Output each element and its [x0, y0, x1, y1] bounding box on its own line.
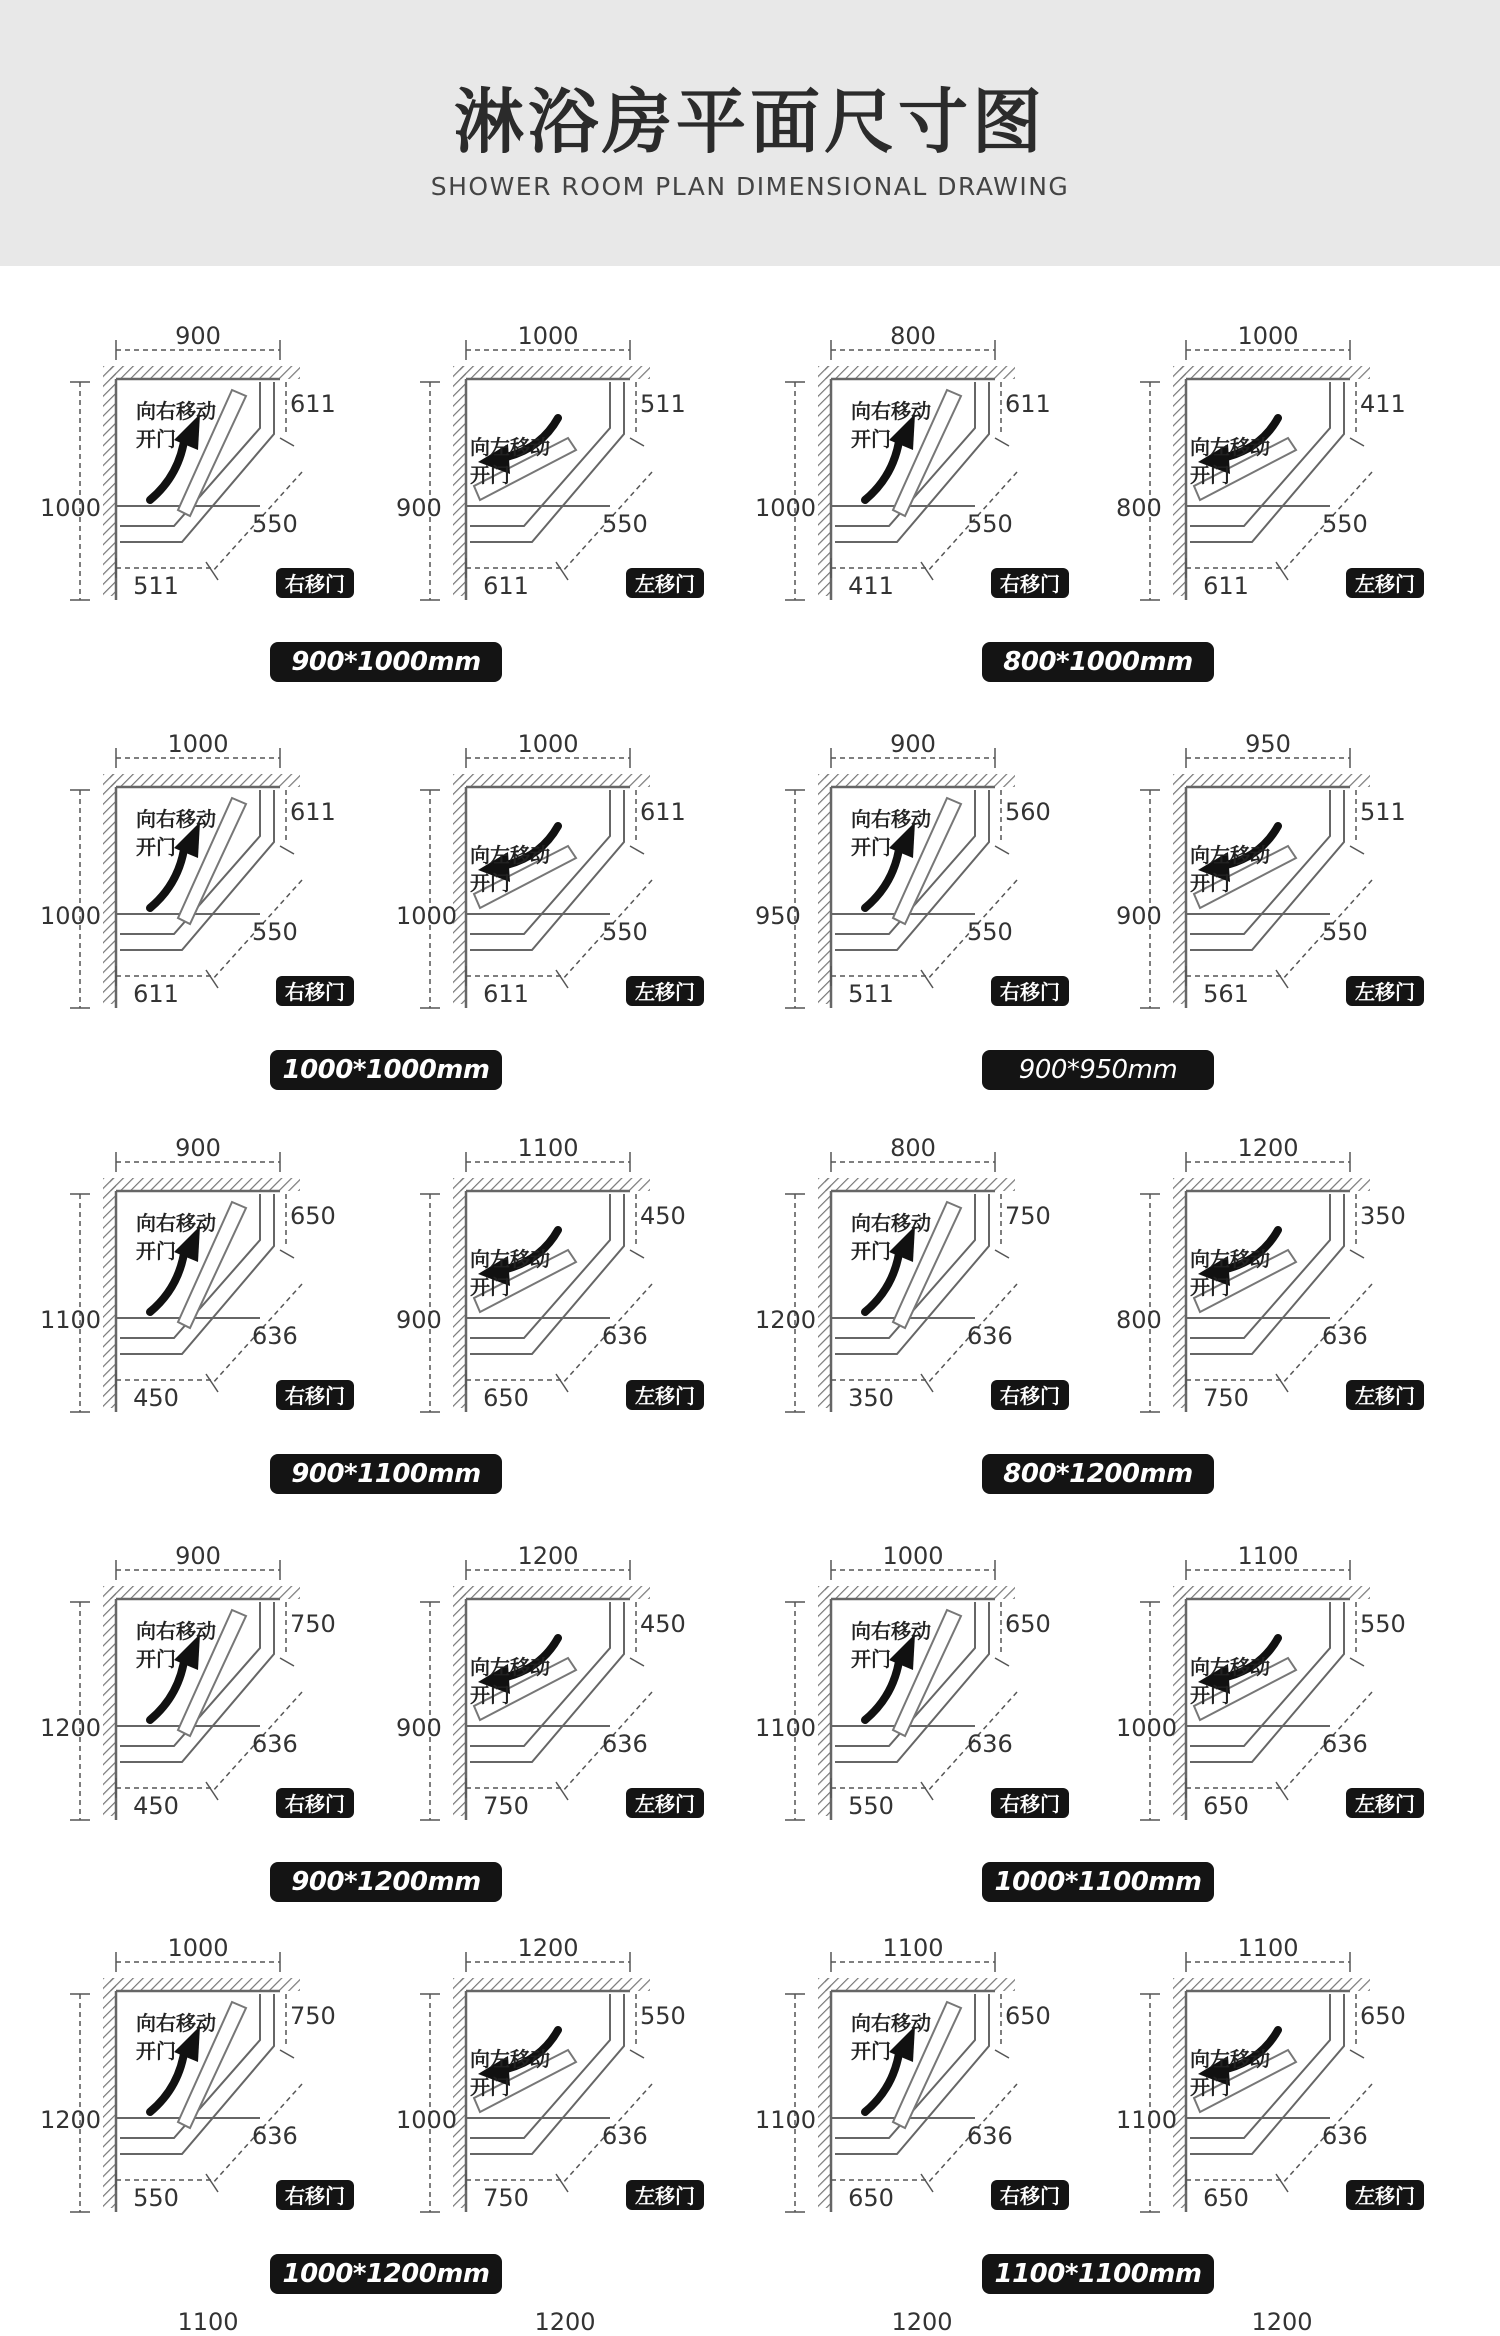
- diagonal-dimension-value: 550: [967, 918, 1013, 946]
- side-dimension-value: 650: [290, 1202, 336, 1230]
- top-dimension-value: 1000: [517, 322, 579, 350]
- left-dimension-value: 1100: [755, 2106, 817, 2134]
- top-dimension-value: 1000: [1237, 322, 1299, 350]
- door-type-badge-label: 左移门: [635, 572, 695, 596]
- diagonal-dimension-value: 636: [602, 1322, 648, 1350]
- left-wall-hatch: [1173, 774, 1186, 1004]
- side-dimension-tick: [630, 2050, 644, 2058]
- bottom-dimension-value: 650: [1203, 1792, 1249, 1820]
- left-wall-hatch: [453, 1978, 466, 2208]
- bottom-dimension-value: 650: [483, 1384, 529, 1412]
- move-direction-label: 向右移动: [136, 399, 216, 423]
- side-dimension-value: 650: [1360, 2002, 1406, 2030]
- left-wall-hatch: [453, 366, 466, 596]
- top-wall-hatch: [825, 1178, 1015, 1191]
- left-dimension-value: 1100: [1116, 2106, 1178, 2134]
- side-dimension-value: 750: [1005, 1202, 1051, 1230]
- side-dimension-tick: [280, 2050, 294, 2058]
- move-direction-label: 向左移动: [1190, 1247, 1270, 1271]
- diagonal-dimension-tick: [206, 970, 218, 988]
- diagonal-dimension-tick: [206, 1782, 218, 1800]
- side-dimension-tick: [1350, 1658, 1364, 1666]
- door-type-badge-label: 左移门: [635, 1384, 695, 1408]
- move-direction-label: 向右移动: [851, 1619, 931, 1643]
- top-dimension-value: 1100: [517, 1134, 579, 1162]
- side-dimension-value: 550: [1360, 1610, 1406, 1638]
- left-dimension-value: 900: [396, 1306, 442, 1334]
- plan-3-2: [390, 1122, 720, 1442]
- left-dimension-value: 1000: [40, 902, 102, 930]
- left-wall-hatch: [103, 1978, 116, 2208]
- page-title: 淋浴房平面尺寸图: [454, 81, 1046, 163]
- move-direction-label: 向右移动: [851, 807, 931, 831]
- top-dimension-value: 1100: [177, 2308, 239, 2336]
- diagonal-dimension-value: 636: [602, 1730, 648, 1758]
- diagonal-dimension-value: 550: [1322, 918, 1368, 946]
- plan-2-3: [755, 718, 1085, 1038]
- left-dimension-value: 800: [1116, 494, 1162, 522]
- size-label: 1000*1100mm: [982, 1862, 1214, 1902]
- plan-2-2: [390, 718, 720, 1038]
- open-door-label: 开门: [851, 1647, 891, 1671]
- left-wall-hatch: [818, 1178, 831, 1408]
- side-dimension-value: 450: [640, 1202, 686, 1230]
- top-wall-hatch: [825, 1978, 1015, 1991]
- diagonal-dimension-tick: [1276, 2174, 1288, 2192]
- left-wall-hatch: [1173, 1586, 1186, 1816]
- diagonal-dimension-value: 636: [252, 1730, 298, 1758]
- move-direction-label: 向右移动: [136, 807, 216, 831]
- side-dimension-value: 650: [1005, 1610, 1051, 1638]
- bottom-dimension-value: 611: [483, 572, 529, 600]
- door-type-badge-label: 右移门: [1000, 2184, 1060, 2208]
- door-type-badge-label: 右移门: [285, 2184, 345, 2208]
- left-dimension-value: 1000: [396, 902, 458, 930]
- left-wall-hatch: [103, 366, 116, 596]
- side-dimension-value: 350: [1360, 1202, 1406, 1230]
- plan-2-4: [1110, 718, 1440, 1038]
- move-direction-label: 向左移动: [470, 1247, 550, 1271]
- left-wall-hatch: [818, 1978, 831, 2208]
- bottom-dimension-value: 611: [1203, 572, 1249, 600]
- top-dimension-value: 900: [175, 322, 221, 350]
- open-door-label: 开门: [470, 463, 510, 487]
- open-door-label: 开门: [470, 871, 510, 895]
- door-type-badge-label: 左移门: [635, 1792, 695, 1816]
- move-direction-label: 向左移动: [1190, 2047, 1270, 2071]
- diagonal-dimension-tick: [556, 1782, 568, 1800]
- top-dimension-value: 900: [175, 1134, 221, 1162]
- door-type-badge-label: 右移门: [285, 1792, 345, 1816]
- top-dimension-value: 1000: [517, 730, 579, 758]
- diagonal-dimension-tick: [921, 1374, 933, 1392]
- top-dimension-value: 1000: [882, 1542, 944, 1570]
- partial-row: [0, 2306, 1500, 2336]
- size-label: 800*1000mm: [982, 642, 1214, 682]
- bottom-dimension-value: 611: [483, 980, 529, 1008]
- side-dimension-tick: [995, 438, 1009, 446]
- left-dimension-value: 900: [396, 1714, 442, 1742]
- open-door-label: 开门: [470, 1683, 510, 1707]
- left-wall-hatch: [103, 774, 116, 1004]
- top-wall-hatch: [460, 1586, 650, 1599]
- open-door-label: 开门: [136, 1647, 176, 1671]
- top-wall-hatch: [460, 1178, 650, 1191]
- size-label: 1100*1100mm: [982, 2254, 1214, 2294]
- door-type-badge-label: 右移门: [285, 980, 345, 1004]
- top-wall-hatch: [825, 366, 1015, 379]
- size-label: 900*1200mm: [270, 1862, 502, 1902]
- left-wall-hatch: [453, 774, 466, 1004]
- move-direction-label: 向右移动: [851, 399, 931, 423]
- left-dimension-value: 800: [1116, 1306, 1162, 1334]
- bottom-dimension-value: 411: [848, 572, 894, 600]
- top-wall-hatch: [1180, 366, 1370, 379]
- size-label: 1000*1200mm: [270, 2254, 502, 2294]
- side-dimension-tick: [630, 1658, 644, 1666]
- diagonal-dimension-tick: [921, 1782, 933, 1800]
- top-dimension-value: 1200: [517, 1542, 579, 1570]
- door-type-badge-label: 左移门: [1355, 1792, 1415, 1816]
- plan-1-4: [1110, 310, 1440, 630]
- top-dimension-value: 1100: [1237, 1542, 1299, 1570]
- side-dimension-value: 750: [290, 2002, 336, 2030]
- size-label: 900*950mm: [982, 1050, 1214, 1090]
- side-dimension-value: 511: [640, 390, 686, 418]
- plan-3-1: [40, 1122, 370, 1442]
- bottom-dimension-value: 450: [133, 1792, 179, 1820]
- top-wall-hatch: [1180, 1978, 1370, 1991]
- top-wall-hatch: [110, 1178, 300, 1191]
- move-direction-label: 向右移动: [136, 1211, 216, 1235]
- top-dimension-value: 1200: [891, 2308, 953, 2336]
- open-door-label: 开门: [136, 427, 176, 451]
- side-dimension-value: 611: [290, 390, 336, 418]
- door-type-badge-label: 右移门: [1000, 1792, 1060, 1816]
- top-dimension-value: 1000: [167, 1934, 229, 1962]
- side-dimension-value: 611: [290, 798, 336, 826]
- side-dimension-value: 411: [1360, 390, 1406, 418]
- bottom-dimension-value: 561: [1203, 980, 1249, 1008]
- top-dimension-value: 1000: [167, 730, 229, 758]
- left-wall-hatch: [1173, 366, 1186, 596]
- left-wall-hatch: [1173, 1978, 1186, 2208]
- size-label: 900*1000mm: [270, 642, 502, 682]
- diagonal-dimension-value: 636: [252, 1322, 298, 1350]
- left-wall-hatch: [103, 1178, 116, 1408]
- door-type-badge-label: 左移门: [635, 980, 695, 1004]
- page-subtitle: SHOWER ROOM PLAN DIMENSIONAL DRAWING: [430, 172, 1070, 201]
- top-dimension-value: 900: [175, 1542, 221, 1570]
- plan-4-4: [1110, 1530, 1440, 1850]
- top-dimension-value: 900: [890, 730, 936, 758]
- plan-3-3: [755, 1122, 1085, 1442]
- left-dimension-value: 1100: [40, 1306, 102, 1334]
- side-dimension-tick: [630, 1250, 644, 1258]
- page-header: [0, 0, 1500, 266]
- side-dimension-tick: [1350, 438, 1364, 446]
- plan-5-3: [755, 1922, 1085, 2242]
- top-wall-hatch: [460, 366, 650, 379]
- plan-1-2: [390, 310, 720, 630]
- diagonal-dimension-value: 550: [602, 510, 648, 538]
- door-type-badge-label: 左移门: [1355, 980, 1415, 1004]
- left-dimension-value: 1000: [755, 494, 817, 522]
- size-label: 1000*1000mm: [270, 1050, 502, 1090]
- plan-5-4: [1110, 1922, 1440, 2242]
- diagonal-dimension-value: 636: [602, 2122, 648, 2150]
- diagonal-dimension-tick: [921, 970, 933, 988]
- side-dimension-value: 450: [640, 1610, 686, 1638]
- move-direction-label: 向右移动: [851, 1211, 931, 1235]
- diagonal-dimension-value: 636: [252, 2122, 298, 2150]
- open-door-label: 开门: [136, 2039, 176, 2063]
- side-dimension-tick: [995, 1658, 1009, 1666]
- open-door-label: 开门: [851, 835, 891, 859]
- open-door-label: 开门: [470, 1275, 510, 1299]
- bottom-dimension-value: 450: [133, 1384, 179, 1412]
- top-wall-hatch: [460, 774, 650, 787]
- diagonal-dimension-value: 550: [1322, 510, 1368, 538]
- plan-1-1: [40, 310, 370, 630]
- side-dimension-value: 611: [1005, 390, 1051, 418]
- diagonal-dimension-tick: [206, 562, 218, 580]
- open-door-label: 开门: [851, 2039, 891, 2063]
- left-wall-hatch: [818, 774, 831, 1004]
- diagonal-dimension-value: 636: [1322, 1322, 1368, 1350]
- door-type-badge-label: 左移门: [1355, 1384, 1415, 1408]
- diagonal-dimension-tick: [1276, 562, 1288, 580]
- top-wall-hatch: [110, 774, 300, 787]
- side-dimension-value: 611: [640, 798, 686, 826]
- left-dimension-value: 1000: [396, 2106, 458, 2134]
- bottom-dimension-value: 750: [1203, 1384, 1249, 1412]
- side-dimension-tick: [995, 1250, 1009, 1258]
- open-door-label: 开门: [1190, 871, 1230, 895]
- plan-4-2: [390, 1530, 720, 1850]
- left-dimension-value: 1000: [1116, 1714, 1178, 1742]
- diagonal-dimension-value: 550: [252, 510, 298, 538]
- bottom-dimension-value: 650: [848, 2184, 894, 2212]
- top-dimension-value: 950: [1245, 730, 1291, 758]
- side-dimension-tick: [1350, 846, 1364, 854]
- left-dimension-value: 1200: [755, 1306, 817, 1334]
- side-dimension-value: 650: [1005, 2002, 1051, 2030]
- move-direction-label: 向右移动: [851, 2011, 931, 2035]
- side-dimension-tick: [1350, 1250, 1364, 1258]
- top-dimension-value: 800: [890, 322, 936, 350]
- left-dimension-value: 900: [1116, 902, 1162, 930]
- side-dimension-value: 511: [1360, 798, 1406, 826]
- top-dimension-value: 1200: [534, 2308, 596, 2336]
- left-dimension-value: 950: [755, 902, 801, 930]
- plan-5-2: [390, 1922, 720, 2242]
- diagonal-dimension-value: 550: [602, 918, 648, 946]
- move-direction-label: 向左移动: [1190, 435, 1270, 459]
- bottom-dimension-value: 550: [133, 2184, 179, 2212]
- move-direction-label: 向左移动: [1190, 1655, 1270, 1679]
- diagonal-dimension-value: 636: [967, 1730, 1013, 1758]
- plan-4-3: [755, 1530, 1085, 1850]
- open-door-label: 开门: [136, 1239, 176, 1263]
- move-direction-label: 向左移动: [470, 435, 550, 459]
- door-type-badge-label: 左移门: [1355, 572, 1415, 596]
- side-dimension-tick: [280, 438, 294, 446]
- left-dimension-value: 1200: [40, 2106, 102, 2134]
- diagonal-dimension-tick: [556, 562, 568, 580]
- door-type-badge-label: 右移门: [1000, 1384, 1060, 1408]
- move-direction-label: 向左移动: [470, 1655, 550, 1679]
- left-dimension-value: 900: [396, 494, 442, 522]
- diagonal-dimension-tick: [206, 1374, 218, 1392]
- diagonal-dimension-tick: [556, 1374, 568, 1392]
- door-type-badge-label: 右移门: [1000, 980, 1060, 1004]
- diagonal-dimension-value: 636: [1322, 2122, 1368, 2150]
- side-dimension-value: 560: [1005, 798, 1051, 826]
- plans-grid: [0, 266, 1500, 2336]
- side-dimension-tick: [1350, 2050, 1364, 2058]
- open-door-label: 开门: [851, 427, 891, 451]
- open-door-label: 开门: [1190, 1683, 1230, 1707]
- size-label: 900*1100mm: [270, 1454, 502, 1494]
- open-door-label: 开门: [136, 835, 176, 859]
- diagonal-dimension-tick: [1276, 1374, 1288, 1392]
- door-type-badge-label: 右移门: [285, 1384, 345, 1408]
- side-dimension-tick: [280, 846, 294, 854]
- side-dimension-tick: [630, 438, 644, 446]
- top-wall-hatch: [825, 1586, 1015, 1599]
- diagonal-dimension-value: 550: [967, 510, 1013, 538]
- plan-3-4: [1110, 1122, 1440, 1442]
- side-dimension-value: 550: [640, 2002, 686, 2030]
- diagonal-dimension-tick: [921, 2174, 933, 2192]
- top-wall-hatch: [460, 1978, 650, 1991]
- bottom-dimension-value: 511: [133, 572, 179, 600]
- side-dimension-tick: [280, 1250, 294, 1258]
- side-dimension-tick: [630, 846, 644, 854]
- bottom-dimension-value: 750: [483, 1792, 529, 1820]
- door-type-badge-label: 左移门: [1355, 2184, 1415, 2208]
- left-wall-hatch: [453, 1178, 466, 1408]
- diagonal-dimension-tick: [1276, 970, 1288, 988]
- bottom-dimension-value: 511: [848, 980, 894, 1008]
- diagonal-dimension-value: 636: [967, 1322, 1013, 1350]
- top-dimension-value: 1200: [1237, 1134, 1299, 1162]
- top-dimension-value: 1200: [1251, 2308, 1313, 2336]
- left-wall-hatch: [818, 366, 831, 596]
- diagonal-dimension-value: 636: [1322, 1730, 1368, 1758]
- diagonal-dimension-tick: [556, 2174, 568, 2192]
- size-label: 800*1200mm: [982, 1454, 1214, 1494]
- plan-1-3: [755, 310, 1085, 630]
- diagonal-dimension-value: 636: [967, 2122, 1013, 2150]
- door-type-badge-label: 右移门: [1000, 572, 1060, 596]
- door-type-badge-label: 右移门: [285, 572, 345, 596]
- bottom-dimension-value: 350: [848, 1384, 894, 1412]
- left-wall-hatch: [103, 1586, 116, 1816]
- move-direction-label: 向左移动: [470, 843, 550, 867]
- diagonal-dimension-tick: [556, 970, 568, 988]
- top-wall-hatch: [110, 366, 300, 379]
- left-dimension-value: 1000: [40, 494, 102, 522]
- move-direction-label: 向右移动: [136, 2011, 216, 2035]
- diagonal-dimension-value: 550: [252, 918, 298, 946]
- top-dimension-value: 1100: [882, 1934, 944, 1962]
- left-wall-hatch: [453, 1586, 466, 1816]
- bottom-dimension-value: 611: [133, 980, 179, 1008]
- top-dimension-value: 1200: [517, 1934, 579, 1962]
- open-door-label: 开门: [851, 1239, 891, 1263]
- diagonal-dimension-tick: [921, 562, 933, 580]
- top-dimension-value: 1100: [1237, 1934, 1299, 1962]
- side-dimension-value: 750: [290, 1610, 336, 1638]
- left-wall-hatch: [1173, 1178, 1186, 1408]
- left-dimension-value: 1200: [40, 1714, 102, 1742]
- top-wall-hatch: [1180, 1586, 1370, 1599]
- open-door-label: 开门: [1190, 463, 1230, 487]
- plan-2-1: [40, 718, 370, 1038]
- diagonal-dimension-tick: [206, 2174, 218, 2192]
- side-dimension-tick: [280, 1658, 294, 1666]
- diagonal-dimension-tick: [1276, 1782, 1288, 1800]
- door-type-badge-label: 左移门: [635, 2184, 695, 2208]
- open-door-label: 开门: [470, 2075, 510, 2099]
- top-wall-hatch: [1180, 774, 1370, 787]
- left-wall-hatch: [818, 1586, 831, 1816]
- open-door-label: 开门: [1190, 1275, 1230, 1299]
- plan-4-1: [40, 1530, 370, 1850]
- top-wall-hatch: [1180, 1178, 1370, 1191]
- plan-5-1: [40, 1922, 370, 2242]
- left-dimension-value: 1100: [755, 1714, 817, 1742]
- side-dimension-tick: [995, 2050, 1009, 2058]
- move-direction-label: 向右移动: [136, 1619, 216, 1643]
- move-direction-label: 向左移动: [470, 2047, 550, 2071]
- top-wall-hatch: [110, 1978, 300, 1991]
- top-wall-hatch: [110, 1586, 300, 1599]
- bottom-dimension-value: 750: [483, 2184, 529, 2212]
- bottom-dimension-value: 550: [848, 1792, 894, 1820]
- top-wall-hatch: [825, 774, 1015, 787]
- open-door-label: 开门: [1190, 2075, 1230, 2099]
- side-dimension-tick: [995, 846, 1009, 854]
- bottom-dimension-value: 650: [1203, 2184, 1249, 2212]
- move-direction-label: 向左移动: [1190, 843, 1270, 867]
- top-dimension-value: 800: [890, 1134, 936, 1162]
